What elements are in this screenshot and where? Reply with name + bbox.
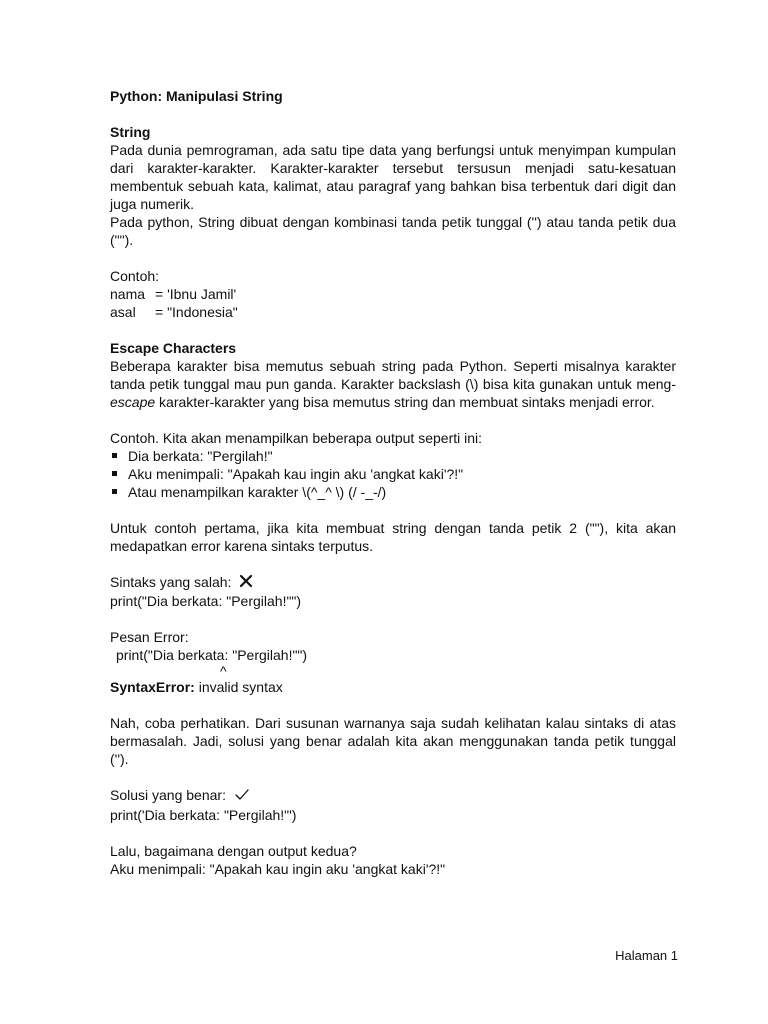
section-heading-escape: Escape Characters xyxy=(110,340,237,356)
text-run: karakter-karakter yang bisa memutus string dan membuat sintaks menjadi error. xyxy=(155,394,655,410)
list-item xyxy=(110,465,676,483)
paragraph: Nah, coba perhatikan. Dari susunan warnanya saja sudah kelihatan kalau sintaks di atas bermasalah. Jadi, solusi yang benar adalah kita akan menggunakan tanda petik tunggal (''). xyxy=(110,715,676,768)
page-number: Halaman 1 xyxy=(615,948,678,963)
example-row xyxy=(110,303,676,321)
list-item xyxy=(110,483,676,501)
paragraph: Contoh. Kita akan menampilkan beberapa output seperti ini: xyxy=(110,430,483,446)
paragraph: Untuk contoh pertama, jika kita membuat string dengan tanda petik 2 (""), kita akan medapatkan error karena sintaks terputus. xyxy=(110,520,676,554)
square-bullet-icon xyxy=(112,489,117,494)
wrong-code: print("Dia berkata: "Pergilah!"") xyxy=(110,593,302,610)
wrong-syntax-label: Sintaks yang salah: xyxy=(110,574,232,590)
document-title: Python: Manipulasi String xyxy=(110,88,283,104)
correct-code: print('Dia berkata: "Pergilah!"') xyxy=(110,806,297,823)
error-line xyxy=(110,678,676,696)
wrong-syntax-line xyxy=(110,573,676,592)
second-output-line: Aku menimpali: "Apakah kau ingin aku 'angkat kaki'?!" xyxy=(110,860,446,877)
list-item-text: Atau menampilkan karakter \(^_^ \) (/ -_-/) xyxy=(128,484,387,500)
square-bullet-icon xyxy=(112,471,117,476)
square-bullet-icon xyxy=(112,453,117,458)
error-caret: ^ xyxy=(220,663,227,680)
section-heading-string: String xyxy=(110,124,151,140)
check-icon xyxy=(234,788,250,806)
example-value: = "Indonesia" xyxy=(155,304,238,320)
paragraph: Pada dunia pemrograman, ada satu tipe data yang berfungsi untuk menyimpan kumpulan dari karakter-karakter. Karakter-karakter tersebut tersusun menjadi satu-kesatuan membentuk sebuah kata, kalimat, atau paragraf yang bahkan bisa terbentuk dari digit dan juga numerik. xyxy=(110,142,676,212)
error-label: Pesan Error: xyxy=(110,629,189,646)
text-run: Beberapa karakter bisa memutus sebuah string pada Python. Seperti misalnya karakter tanda petik tunggal mau pun ganda. Karakter backslash (\) bisa kita gunakan untuk meng- xyxy=(110,358,676,392)
example-row xyxy=(110,285,676,303)
question-line: Lalu, bagaimana dengan output kedua? xyxy=(110,842,357,859)
paragraph xyxy=(110,357,676,411)
correct-syntax-line xyxy=(110,786,676,805)
paragraph: Pada python, String dibuat dengan kombinasi tanda petik tunggal ('') atau tanda petik dua (""). xyxy=(110,214,676,248)
list-item xyxy=(110,447,676,465)
document-page xyxy=(110,87,676,878)
error-message: invalid syntax xyxy=(194,679,283,696)
error-code: print("Dia berkata: "Pergilah!"") xyxy=(116,647,308,664)
error-type: SyntaxError: xyxy=(110,679,195,696)
cross-icon xyxy=(239,574,253,592)
example-value: = 'Ibnu Jamil' xyxy=(155,286,237,302)
list-item-text: Aku menimpali: "Apakah kau ingin aku 'angkat kaki'?!" xyxy=(128,466,464,482)
example-label: Contoh: xyxy=(110,268,160,284)
italic-text: escape xyxy=(110,394,156,410)
bullet-list xyxy=(110,447,676,501)
example-key: nama xyxy=(110,286,146,302)
correct-syntax-label: Solusi yang benar: xyxy=(110,787,226,804)
list-item-text: Dia berkata: "Pergilah!" xyxy=(128,448,273,464)
example-key: asal xyxy=(110,304,136,320)
